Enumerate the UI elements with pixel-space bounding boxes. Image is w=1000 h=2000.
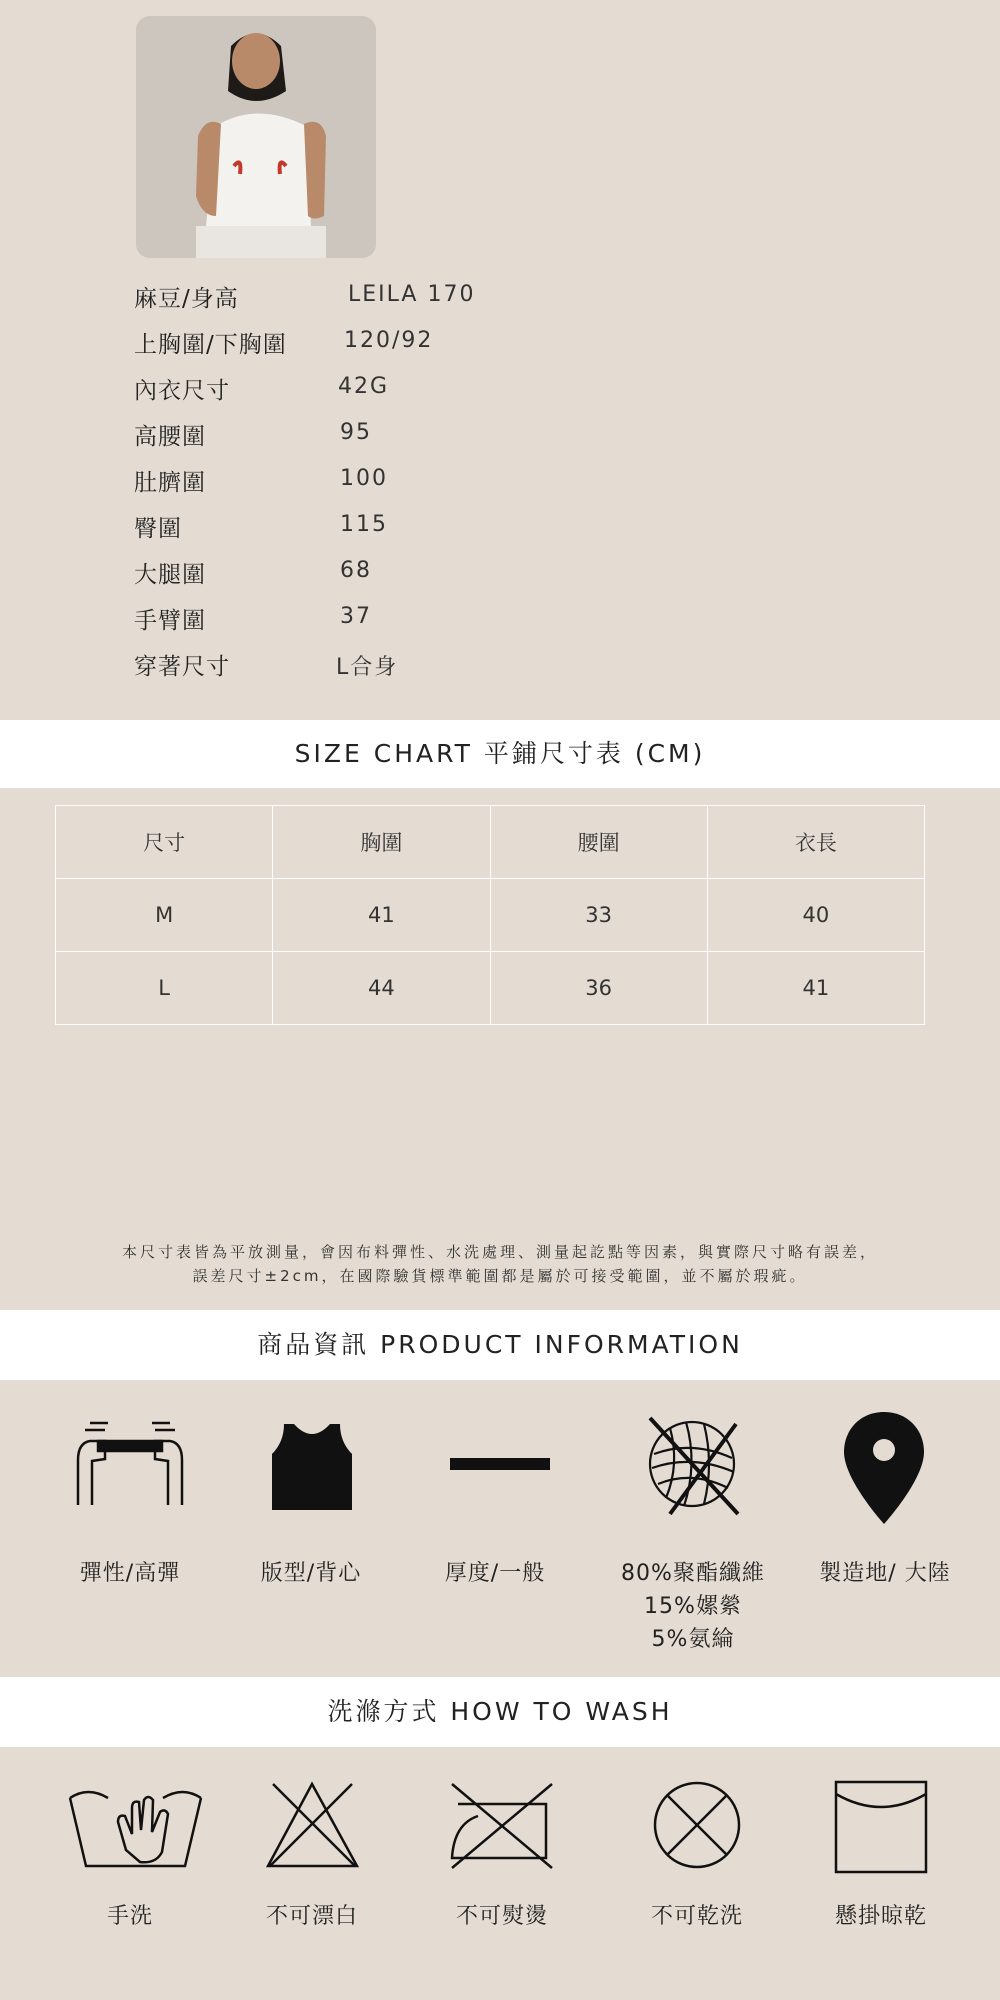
product-info-label: 15%嫘縈 bbox=[644, 1594, 742, 1619]
no-iron-icon bbox=[448, 1780, 556, 1876]
size-chart-title: SIZE CHART 平鋪尺寸表 (CM) bbox=[0, 720, 1000, 788]
wash-label: 手洗 bbox=[106, 1904, 153, 1929]
stretch-icon bbox=[70, 1415, 190, 1514]
spec-label: 麻豆/身高 bbox=[134, 286, 239, 312]
wash-label: 不可乾洗 bbox=[650, 1904, 743, 1929]
spec-label: 肚臍圍 bbox=[134, 470, 206, 496]
table-header-cell: 胸圍 bbox=[273, 806, 490, 879]
product-info-label: 製造地/ 大陸 bbox=[819, 1561, 951, 1586]
spec-label: 大腿圍 bbox=[134, 562, 206, 588]
table-cell: 44 bbox=[273, 952, 490, 1025]
spec-value: 42G bbox=[338, 374, 390, 399]
spec-value: 115 bbox=[340, 512, 388, 537]
product-info-label: 版型/背心 bbox=[260, 1561, 362, 1586]
hang-dry-icon bbox=[834, 1780, 928, 1878]
wash-label: 懸掛晾乾 bbox=[834, 1904, 927, 1929]
wash-label: 不可熨燙 bbox=[455, 1904, 548, 1929]
spec-value: 120/92 bbox=[344, 328, 434, 353]
table-cell: 41 bbox=[707, 952, 924, 1025]
table-header-row bbox=[56, 806, 925, 879]
spec-label: 上胸圍/下胸圍 bbox=[134, 332, 287, 358]
location-pin-icon bbox=[842, 1410, 926, 1530]
spec-label: 臀圍 bbox=[134, 516, 182, 542]
table-row bbox=[56, 952, 925, 1025]
table-row bbox=[56, 879, 925, 952]
table-header-cell: 尺寸 bbox=[56, 806, 273, 879]
tank-top-icon bbox=[270, 1422, 354, 1516]
spec-label: 內衣尺寸 bbox=[134, 378, 230, 404]
wash-title: 洗滌方式 HOW TO WASH bbox=[0, 1677, 1000, 1747]
no-dry-clean-icon bbox=[650, 1778, 744, 1876]
product-info-label: 厚度/一般 bbox=[444, 1561, 546, 1586]
spec-label: 手臂圍 bbox=[134, 608, 206, 634]
product-info-title: 商品資訊 PRODUCT INFORMATION bbox=[0, 1310, 1000, 1380]
size-note-line-1: 本尺寸表皆為平放測量，會因布料彈性、水洗處理、測量起訖點等因素，與實際尺寸略有誤差， bbox=[121, 1243, 878, 1261]
product-info-label: 5%氨綸 bbox=[651, 1627, 735, 1652]
spec-value: LEILA 170 bbox=[348, 282, 476, 307]
table-cell: M bbox=[56, 879, 273, 952]
spec-label: 高腰圍 bbox=[134, 424, 206, 450]
yarn-ball-icon bbox=[640, 1410, 750, 1524]
product-info-label: 80%聚酯纖維 bbox=[621, 1561, 765, 1586]
table-header-cell: 衣長 bbox=[707, 806, 924, 879]
table-cell: L bbox=[56, 952, 273, 1025]
spec-value: L合身 bbox=[336, 655, 399, 680]
table-cell: 33 bbox=[490, 879, 707, 952]
spec-value: 68 bbox=[340, 558, 372, 583]
product-info-label: 彈性/高彈 bbox=[79, 1561, 181, 1586]
table-cell: 40 bbox=[707, 879, 924, 952]
no-bleach-icon bbox=[265, 1780, 360, 1874]
table-cell: 41 bbox=[273, 879, 490, 952]
model-photo bbox=[136, 16, 376, 258]
spec-value: 95 bbox=[340, 420, 372, 445]
table-header-cell: 腰圍 bbox=[490, 806, 707, 879]
wash-label: 不可漂白 bbox=[265, 1904, 358, 1929]
table-cell: 36 bbox=[490, 952, 707, 1025]
hand-wash-icon bbox=[68, 1780, 203, 1874]
thickness-line-icon bbox=[450, 1455, 550, 1474]
size-note-line-2: 誤差尺寸±2cm，在國際驗貨標準範圍都是屬於可接受範圍，並不屬於瑕疵。 bbox=[192, 1267, 808, 1285]
spec-value: 100 bbox=[340, 466, 388, 491]
size-chart-table bbox=[55, 805, 925, 1025]
spec-label: 穿著尺寸 bbox=[134, 654, 230, 680]
spec-value: 37 bbox=[340, 604, 372, 629]
